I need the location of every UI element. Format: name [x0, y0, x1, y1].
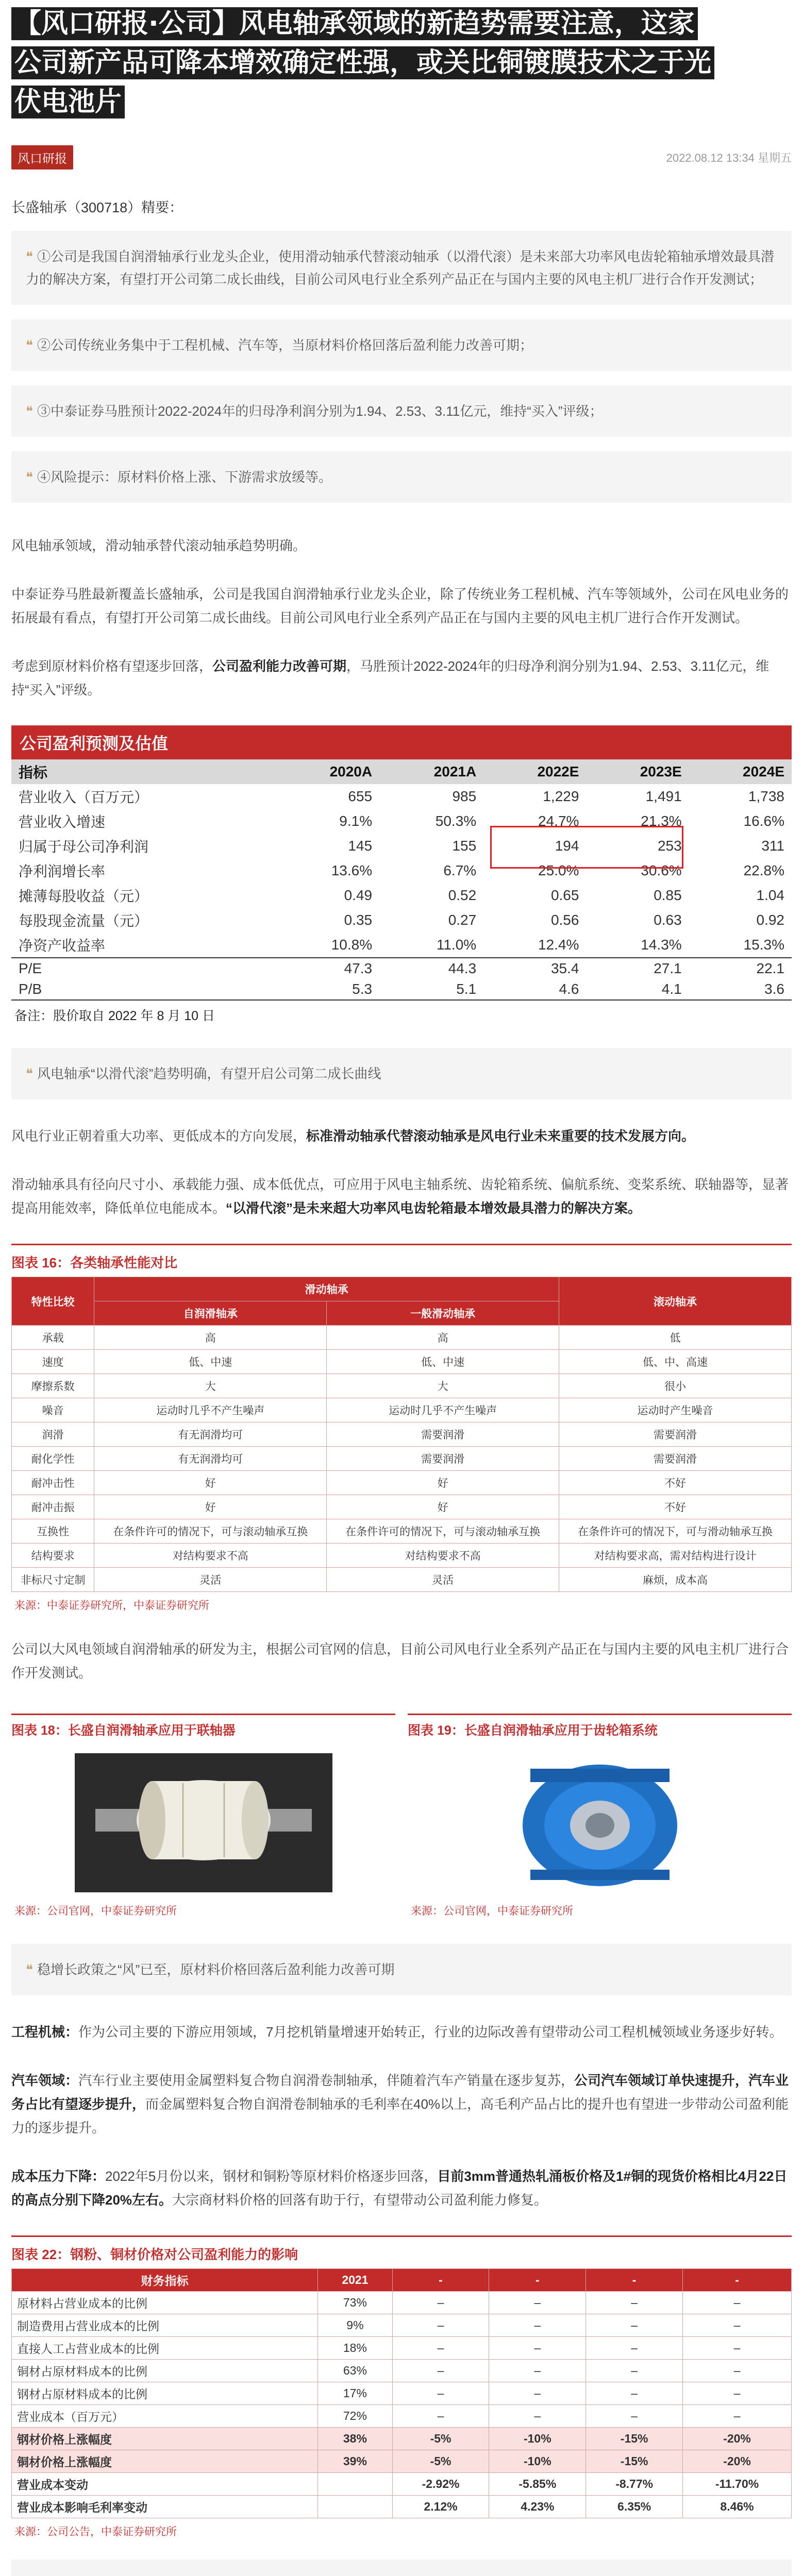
table-cell: 18%: [318, 2337, 392, 2360]
para7-label: 工程机械：: [11, 2024, 79, 2040]
table-cell: [318, 2473, 392, 2496]
table-row: [11, 908, 792, 933]
table-row: [11, 958, 792, 979]
table-cell: -8.77%: [586, 2473, 683, 2496]
table-cell: 低: [559, 1326, 792, 1350]
para5-part-a: 滑动轴承具有径向尺寸小、承载能力强、成本低优点，可应用于风电主轴系统、齿轮箱系统、偏航系统、变桨系统、联轴器等，显著提高用能效率，降低单位电能成本。: [11, 1177, 789, 1216]
paragraph-9: [0, 2164, 803, 2212]
table-row: [12, 2292, 792, 2314]
table-cell: 30.6%: [641, 862, 682, 878]
table-cell: -10%: [489, 2450, 586, 2473]
table-cell: 营业收入（百万元）: [19, 789, 149, 805]
key-point-text: ①公司是我国自润滑轴承行业龙头企业，使用滑动轴承代替滚动轴承（以滑代滚）是未来部大功率风电齿轮箱轴承增效最具潜力的解决方案，有望打开公司第二成长曲线，目前公司风电行业全系列产品正在与国内主要的风电主机厂进行合作开发测试；: [26, 249, 775, 287]
figure-18-title: 图表 18：长盛自润滑轴承应用于联轴器: [11, 1714, 395, 1748]
table-cell: P/B: [19, 981, 42, 997]
table-cell: 44.3: [379, 958, 483, 979]
tip-text: 稳增长政策之“风”已至，原材料价格回落后盈利能力改善可期: [37, 1962, 395, 1977]
paragraph-3: [0, 654, 803, 702]
table-cell: 耐冲击性: [12, 1471, 94, 1495]
table-cell: 14.3%: [641, 937, 682, 953]
table-cell: 噪音: [12, 1398, 94, 1422]
table-cell: 21.3%: [641, 813, 682, 829]
table-cell: 非标尺寸定制: [12, 1568, 94, 1592]
table-cell: -10%: [489, 2428, 586, 2450]
table-cell: 39%: [318, 2450, 392, 2473]
para9-part-c: 大宗商材料价格的回落有助于行，有望带动公司盈利能力修复。: [172, 2192, 548, 2208]
table-cell: 47.3: [275, 958, 379, 979]
para9-part-a: 2022年5月份以来，钢材和铜粉等原材料价格逐步回落，: [105, 2168, 438, 2184]
table-cell: 高: [327, 1326, 559, 1350]
table-row: [12, 2382, 792, 2405]
table-row: [12, 2405, 792, 2428]
bearing-comparison-figure: [11, 1244, 792, 1613]
table-row: [12, 1471, 792, 1495]
table-cell: 27.1: [586, 958, 689, 979]
table-cell: –: [586, 2405, 683, 2428]
table-row: [12, 1495, 792, 1519]
quote-icon: ❝: [26, 337, 33, 353]
figure-18-source: 来源：公司官网，中泰证券研究所: [14, 1905, 177, 1917]
table-cell: 润滑: [12, 1422, 94, 1447]
table-cell: -2.92%: [392, 2473, 489, 2496]
table-cell: –: [586, 2360, 683, 2382]
key-point-text: ③中泰证券马胜预计2022-2024年的归母净利润分别为1.94、2.53、3.11亿元，维持“买入”评级；: [37, 403, 603, 419]
table-cell: 9.1%: [339, 813, 373, 829]
col-header: 财务指标: [12, 2269, 318, 2292]
table-cell: 50.3%: [435, 813, 477, 829]
col-header: 2022E: [483, 759, 586, 784]
product-figures: [11, 1714, 792, 1918]
table-cell: 25.0%: [538, 862, 579, 878]
table-cell: 4.6: [559, 981, 579, 997]
table-cell: 145: [348, 838, 373, 854]
key-point-1: [11, 231, 792, 305]
table-cell: 22.8%: [743, 862, 784, 878]
table-cell: 6.7%: [443, 862, 477, 878]
table-cell: 钢材占原材料成本的比例: [12, 2382, 318, 2405]
column-tag[interactable]: 风口研报: [11, 145, 73, 170]
table-cell: 运动时几乎不产生噪声: [327, 1398, 559, 1422]
table-row: [11, 784, 792, 809]
para8-emphasis: 公司汽车领域订单快速提升，汽车业务占比有望逐步提升，: [11, 2073, 789, 2112]
table-cell: 1,491: [645, 788, 682, 804]
table-cell: 互换性: [12, 1519, 94, 1544]
col-header: 2021: [318, 2269, 392, 2292]
table-row: [12, 1398, 792, 1422]
table-cell: 摊薄每股收益（元）: [19, 888, 149, 904]
key-point-text: ④风险提示：原材料价格上涨、下游需求放缓等。: [37, 469, 332, 485]
table-cell: 17%: [318, 2382, 392, 2405]
table-cell: 低、中、高速: [559, 1350, 792, 1374]
table-cell: 高: [94, 1326, 327, 1350]
table-cell: 4.23%: [489, 2496, 586, 2518]
table-cell: 速度: [12, 1350, 94, 1374]
table-cell: 有无润滑均可: [94, 1447, 327, 1471]
table-cell: 好: [94, 1495, 327, 1519]
forecast-note: 备注：股价取自 2022 年 8 月 10 日: [11, 999, 792, 1024]
col-header: -: [683, 2269, 792, 2292]
col-header: 自润滑轴承: [94, 1301, 327, 1326]
table-cell: –: [489, 2360, 586, 2382]
table-cell: 铜材占原材料成本的比例: [12, 2360, 318, 2382]
para5-emphasis: “以滑代滚”是未来超大功率风电齿轮箱最本增效最具潜力的解决方案。: [226, 1200, 642, 1216]
table-cell: 耐冲击振: [12, 1495, 94, 1519]
table-cell: 钢材价格上涨幅度: [12, 2428, 318, 2450]
table-cell: 0.85: [654, 887, 682, 903]
para4-emphasis: 标准滑动轴承代替滚动轴承是风电行业未来重要的技术发展方向。: [306, 1128, 695, 1144]
table-cell: –: [586, 2382, 683, 2405]
cost-impact-figure: [11, 2235, 792, 2539]
table-row: [12, 2428, 792, 2450]
table-cell: –: [392, 2292, 489, 2314]
table-cell: P/E: [11, 958, 275, 979]
table-row: [12, 2314, 792, 2337]
table-row: [12, 1374, 792, 1398]
paragraph-8: [0, 2069, 803, 2140]
table-cell: 1,738: [748, 788, 784, 804]
table-cell: –: [392, 2382, 489, 2405]
table-cell: 归属于母公司净利润: [19, 839, 149, 855]
col-header: -: [586, 2269, 683, 2292]
figure-18: [11, 1714, 395, 1918]
table-row: [12, 1568, 792, 1592]
highlight-box: [490, 826, 683, 869]
table-cell: –: [683, 2337, 792, 2360]
table-row: [12, 2337, 792, 2360]
table-cell: –: [586, 2337, 683, 2360]
table-row: [12, 1422, 792, 1447]
para8-part-a: 汽车行业主要使用金属塑料复合物自润滑卷制轴承，伴随着汽车产销量在逐步复苏，: [78, 2073, 575, 2088]
table-cell: –: [392, 2337, 489, 2360]
table-cell: 很小: [559, 1374, 792, 1398]
quote-icon: ❝: [26, 249, 33, 264]
table-cell: 在条件许可的情况下，可与滚动轴承互换: [94, 1519, 327, 1544]
table-cell: 15.3%: [743, 937, 784, 953]
table-cell: 0.65: [550, 887, 579, 903]
table-cell: –: [683, 2405, 792, 2428]
table-cell: –: [683, 2360, 792, 2382]
table-cell: 35.4: [483, 958, 586, 979]
table-cell: 不好: [559, 1471, 792, 1495]
table-cell: 985: [452, 788, 477, 804]
table-cell: 需要润滑: [559, 1422, 792, 1447]
figure-19: [408, 1714, 792, 1918]
table-cell: 0.35: [344, 912, 373, 928]
table-row: [12, 2473, 792, 2496]
table-cell: –: [489, 2292, 586, 2314]
table-cell: 营业成本（百万元）: [12, 2405, 318, 2428]
table-cell: 低、中速: [94, 1350, 327, 1374]
table-cell: 营业收入增速: [19, 814, 106, 830]
quote-icon: ❝: [26, 1066, 33, 1081]
table-row: [12, 2496, 792, 2518]
table-cell: 直接人工占营业成本的比例: [12, 2337, 318, 2360]
table-cell: [318, 2496, 392, 2518]
table-cell: 有无润滑均可: [94, 1422, 327, 1447]
table-cell: 311: [761, 838, 784, 854]
table-cell: 对结构要求不高: [327, 1544, 559, 1568]
table-cell: 11.0%: [436, 937, 477, 953]
headline-line-2: 公司新产品可降本增效确定性强，或关比铜镀膜技术之于光: [11, 46, 714, 79]
table-cell: 净利润增长率: [19, 863, 106, 879]
table-cell: 0.52: [448, 887, 477, 903]
figure-19-source: 来源：公司官网，中泰证券研究所: [411, 1905, 573, 1917]
article-headline: [0, 0, 803, 122]
para9-emphasis: 目前3mm普通热轧涌板价格及1#铜的现货价格相比4月22日的高点分别下降20%左右。: [11, 2168, 788, 2208]
key-point-text: ②公司传统业务集中于工程机械、汽车等，当原材料价格回落后盈利能力改善可期；: [37, 337, 533, 353]
quote-icon: ❝: [26, 469, 33, 485]
publish-time: 2022.08.12 13:34 星期五: [666, 151, 792, 164]
table-cell: 营业成本影响毛利率变动: [12, 2496, 318, 2518]
financial-forecast-figure: [11, 725, 792, 1024]
paragraph-6: 公司以大风电领域自润滑轴承的研发为主，根据公司官网的信息，目前公司风电行业全系列产品正在与国内主要的风电主机厂进行合作开发测试。: [11, 1641, 789, 1681]
table-cell: -5%: [392, 2428, 489, 2450]
forecast-title: 公司盈利预测及估值: [11, 725, 792, 759]
table-cell: –: [489, 2405, 586, 2428]
table-cell: 0.63: [654, 912, 682, 928]
quote-icon: ❝: [26, 1962, 33, 1977]
table-cell: –: [683, 2292, 792, 2314]
table-cell: 0.92: [756, 912, 784, 928]
intro-line: 长盛轴承（300718）精要：: [11, 200, 183, 215]
table-row: [12, 2450, 792, 2473]
table-cell: 原材料占营业成本的比例: [12, 2292, 318, 2314]
col-header: -: [392, 2269, 489, 2292]
table-cell: 铜材价格上涨幅度: [12, 2450, 318, 2473]
quote-icon: ❝: [26, 403, 33, 419]
table-cell: 5.3: [352, 981, 373, 997]
bearing-comparison-table: [11, 1277, 792, 1592]
para7-text: 作为公司主要的下游应用领域，7月挖机销量增速开始转正，行业的边际改善有望带动公司工程机械领域业务逐步好转。: [78, 2024, 783, 2040]
table-cell: –: [489, 2382, 586, 2405]
table-cell: –: [489, 2314, 586, 2337]
tip-text: 风电轴承“以滑代滚”趋势明确，有望开启公司第二成长曲线: [37, 1066, 381, 1081]
key-point-4: [11, 451, 792, 503]
table-cell: 3.6: [764, 981, 784, 997]
table-cell: 净资产收益率: [19, 938, 106, 954]
table-cell: 22.1: [689, 958, 792, 979]
table-cell: 结构要求: [12, 1544, 94, 1568]
table-cell: 运动时产生噪音: [559, 1398, 792, 1422]
table-row: [11, 883, 792, 908]
table-cell: –: [683, 2314, 792, 2337]
table-cell: 13.6%: [331, 862, 373, 878]
table-cell: 大: [94, 1374, 327, 1398]
para3-part-a: 考虑到原材料价格有望逐步回落，: [11, 658, 213, 674]
table-cell: 0.49: [344, 887, 373, 903]
table-cell: –: [683, 2382, 792, 2405]
coupling-bearing-image: [11, 1748, 395, 1897]
headline-line-3: 伏电池片: [11, 86, 125, 118]
para8-label: 汽车领域：: [11, 2073, 79, 2088]
paragraph-4: [0, 1124, 803, 1148]
paragraph-7: [0, 2020, 803, 2044]
comparison-title: 图表 16：各类轴承性能对比: [11, 1255, 178, 1270]
table-cell: 灵活: [327, 1568, 559, 1592]
table-cell: -15%: [586, 2428, 683, 2450]
figure-19-title: 图表 19：长盛自润滑轴承应用于齿轮箱系统: [408, 1714, 792, 1748]
table-cell: 对结构要求高，需对结构进行设计: [559, 1544, 792, 1568]
paragraph-1: 风电轴承领域，滑动轴承替代滚动轴承趋势明确。: [11, 538, 307, 553]
table-cell: -20%: [683, 2428, 792, 2450]
table-cell: 好: [327, 1495, 559, 1519]
cost-impact-table: [11, 2268, 792, 2518]
table-cell: 8.46%: [683, 2496, 792, 2518]
col-header: 滑动轴承: [94, 1277, 559, 1301]
tip-3: [11, 2560, 792, 2576]
table-row: [12, 1447, 792, 1471]
table-cell: 麻烦，成本高: [559, 1568, 792, 1592]
table-row: [12, 1326, 792, 1350]
table-row: [11, 979, 792, 999]
table-cell: 运动时几乎不产生噪声: [94, 1398, 327, 1422]
forecast-table: [11, 759, 792, 999]
col-header: -: [489, 2269, 586, 2292]
key-point-2: [11, 319, 792, 371]
col-header: 一般滑动轴承: [327, 1301, 559, 1326]
table-cell: 73%: [318, 2292, 392, 2314]
col-header: 滚动轴承: [559, 1277, 792, 1326]
tip-2: [11, 1944, 792, 1995]
table-cell: 灵活: [94, 1568, 327, 1592]
gearbox-image: [408, 1748, 792, 1897]
table-cell: 12.4%: [538, 937, 579, 953]
col-header: 2021A: [379, 759, 483, 784]
table-cell: 0.56: [550, 912, 579, 928]
table-cell: 6.35%: [586, 2496, 683, 2518]
table-cell: 194: [555, 838, 579, 854]
table-row: [12, 1519, 792, 1544]
table-cell: 24.7%: [538, 813, 579, 829]
table-cell: 253: [657, 838, 682, 854]
table-cell: 1,229: [543, 788, 579, 804]
table-cell: 655: [348, 788, 373, 804]
table-cell: –: [392, 2360, 489, 2382]
para3-part-c: ，马胜预计2022-2024年的归母净利润分别为1.94、2.53、3.11亿元，维持“买入”评级。: [11, 658, 769, 698]
para3-emphasis: 公司盈利能力改善可期: [212, 658, 347, 674]
table-cell: –: [586, 2314, 683, 2337]
col-header: 特性比较: [12, 1277, 94, 1326]
table-cell: 在条件许可的情况下，可与滚动轴承互换: [327, 1519, 559, 1544]
table-cell: 0.27: [448, 912, 477, 928]
table-row: [12, 1350, 792, 1374]
table-cell: 4.1: [661, 981, 682, 997]
table-cell: 需要润滑: [327, 1422, 559, 1447]
para9-label: 成本压力下降：: [11, 2168, 106, 2184]
table-cell: –: [392, 2405, 489, 2428]
table-cell: 承载: [12, 1326, 94, 1350]
col-header: 2020A: [275, 759, 379, 784]
table-cell: -5%: [392, 2450, 489, 2473]
table-cell: -5.85%: [489, 2473, 586, 2496]
para8-part-c: 而金属塑料复合物自润滑卷制轴承的毛利率在40%以上，高毛利产品占比的提升也有望进一步带动公司盈利能力的逐步提升。: [11, 2096, 789, 2136]
table-cell: 好: [94, 1471, 327, 1495]
table-cell: 耐化学性: [12, 1447, 94, 1471]
table-cell: 155: [452, 838, 477, 854]
table-cell: 2.12%: [392, 2496, 489, 2518]
table-cell: 10.8%: [331, 937, 373, 953]
table-cell: 63%: [318, 2360, 392, 2382]
table-row: [12, 2360, 792, 2382]
paragraph-5: [0, 1173, 803, 1220]
table-cell: 9%: [318, 2314, 392, 2337]
tip-1: [11, 1048, 792, 1099]
table-cell: 摩擦系数: [12, 1374, 94, 1398]
table-cell: 16.6%: [743, 813, 784, 829]
article-meta: [0, 122, 803, 170]
table-cell: 1.04: [756, 887, 784, 903]
table-cell: 不好: [559, 1495, 792, 1519]
headline-line-1: 【风口研报·公司】风电轴承领域的新趋势需要注意，这家: [11, 7, 698, 40]
table-cell: 营业成本变动: [12, 2473, 318, 2496]
key-point-3: [11, 385, 792, 437]
cost-impact-source: 来源：公司公告，中泰证券研究所: [14, 2526, 177, 2538]
table-cell: –: [586, 2292, 683, 2314]
cost-impact-title: 图表 22：钢粉、铜材价格对公司盈利能力的影响: [11, 2247, 298, 2262]
table-cell: –: [392, 2314, 489, 2337]
table-cell: 需要润滑: [559, 1447, 792, 1471]
table-cell: 低、中速: [327, 1350, 559, 1374]
table-cell: 在条件许可的情况下，可与滑动轴承互换: [559, 1519, 792, 1544]
comparison-source: 来源：中泰证券研究所，中泰证券研究所: [14, 1600, 209, 1612]
col-header: 指标: [11, 759, 275, 784]
table-cell: 大: [327, 1374, 559, 1398]
para4-part-a: 风电行业正朝着重大功率、更低成本的方向发展，: [11, 1128, 307, 1144]
table-cell: -20%: [683, 2450, 792, 2473]
table-cell: 对结构要求不高: [94, 1544, 327, 1568]
paragraph-2: 中泰证券马胜最新覆盖长盛轴承，公司是我国自润滑轴承行业龙头企业，除了传统业务工程机械、汽车等领域外，公司在风电业务的拓展最有看点，有望打开公司第二成长曲线。目前公司风电行业全系列产品正在与国内主要的风电主机厂进行合作开发测试。: [11, 586, 789, 625]
col-header: 2023E: [586, 759, 689, 784]
table-cell: 需要润滑: [327, 1447, 559, 1471]
table-cell: -11.70%: [683, 2473, 792, 2496]
col-header: 2024E: [689, 759, 792, 784]
table-cell: 每股现金流量（元）: [19, 913, 149, 929]
table-cell: 制造费用占营业成本的比例: [12, 2314, 318, 2337]
table-row: [11, 933, 792, 958]
table-cell: –: [489, 2337, 586, 2360]
table-cell: 72%: [318, 2405, 392, 2428]
table-cell: 好: [327, 1471, 559, 1495]
table-cell: 5.1: [456, 981, 477, 997]
table-cell: 38%: [318, 2428, 392, 2450]
table-cell: -15%: [586, 2450, 683, 2473]
table-row: [12, 1544, 792, 1568]
